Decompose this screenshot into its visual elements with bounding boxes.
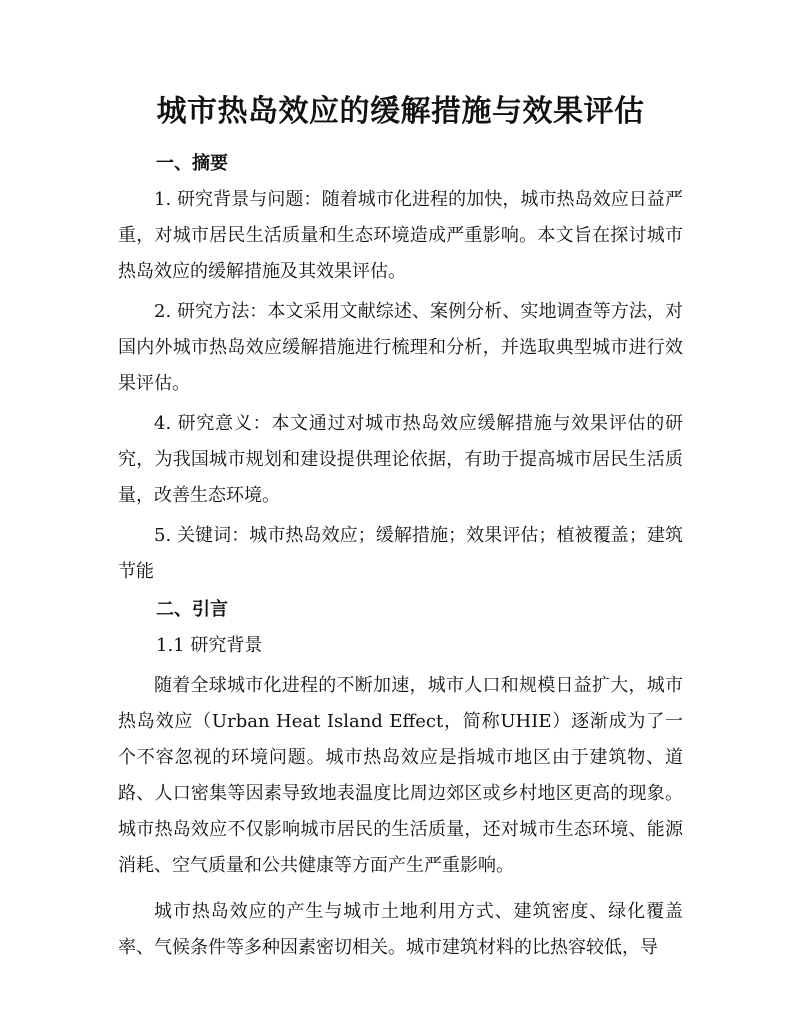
subsection-heading-background: 1.1 研究背景 bbox=[156, 635, 263, 656]
document-title: 城市热岛效应的缓解措施与效果评估 bbox=[156, 94, 645, 129]
abstract-paragraph-methods: 2. 研究方法：本文采用文献综述、案例分析、实地调查等方法，对国内外城市热岛效应缓解措施进行梳理和分析，并选取典型城市进行效果评估。 bbox=[118, 301, 683, 394]
abstract-paragraph-keywords: 5. 关键词：城市热岛效应；缓解措施；效果评估；植被覆盖；建筑节能 bbox=[118, 525, 683, 582]
abstract-paragraph-background: 1. 研究背景与问题：随着城市化进程的加快，城市热岛效应日益严重，对城市居民生活质量和生态环境造成严重影响。本文旨在探讨城市热岛效应的缓解措施及其效果评估。 bbox=[118, 189, 683, 282]
document-page bbox=[118, 90, 683, 970]
section-heading-introduction: 二、引言 bbox=[156, 599, 228, 620]
intro-paragraph-2: 城市热岛效应的产生与城市土地利用方式、建筑密度、绿化覆盖率、气候条件等多种因素密切相关。城市建筑材料的比热容较低，导 bbox=[118, 901, 683, 958]
abstract-paragraph-significance: 4. 研究意义：本文通过对城市热岛效应缓解措施与效果评估的研究，为我国城市规划和建设提供理论依据，有助于提高城市居民生活质量，改善生态环境。 bbox=[118, 413, 683, 506]
intro-paragraph-1: 随着全球城市化进程的不断加速，城市人口和规模日益扩大，城市热岛效应（Urban Heat Island Effect，简称UHIE）逐渐成为了一个不容忽视的环境问题。城市热岛效应是指城市地区由于建筑物、道路、人口密集等因素导致地表温度比周边郊区或乡村地区更高的现象。城市热岛效应不仅影响城市居民的生活质量，还对城市生态环境、能源消耗、空气质量和公共健康等方面产生严重影响。 bbox=[118, 675, 683, 876]
section-heading-abstract: 一、摘要 bbox=[156, 153, 228, 174]
